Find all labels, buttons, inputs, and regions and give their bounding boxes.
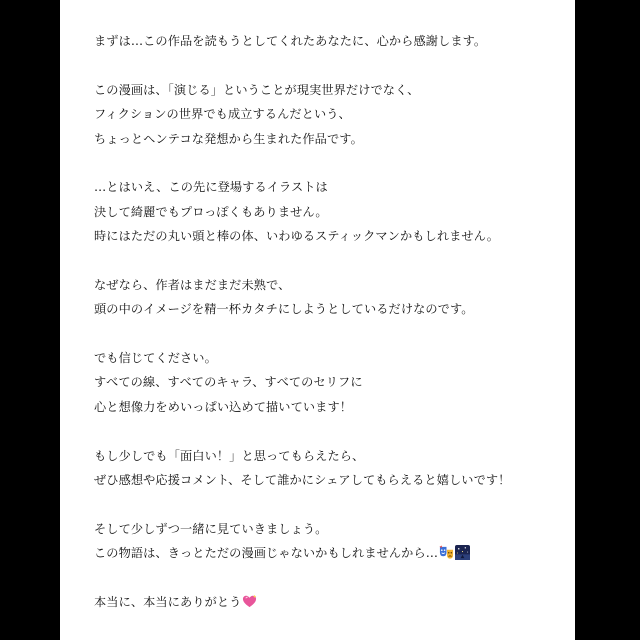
paragraph-gap	[94, 151, 569, 175]
letter-body	[94, 29, 569, 614]
letter-line-text: 本当に、本当にありがとう	[94, 594, 242, 609]
paragraph-gap	[94, 53, 569, 77]
letter-line: でも信じてください。	[94, 351, 217, 366]
letter-line: もし少しでも「面白い！」と思ってもらえたら、	[94, 448, 365, 463]
letter-line: フィクションの世界でも成立するんだという、	[94, 107, 351, 122]
letter-line	[94, 590, 569, 614]
letter-line: 心と想像力をめいっぱい込めて描いています！	[94, 399, 353, 414]
paragraph-gap	[94, 492, 569, 516]
sparkling-heart-icon	[242, 593, 257, 617]
paragraph-gap	[94, 249, 569, 273]
paragraph-gap	[94, 419, 569, 443]
letter-page	[60, 0, 575, 640]
night-sky-icon	[455, 544, 470, 568]
letter-line: この漫画は、「演じる」ということが現実世界だけでなく、	[94, 82, 420, 97]
letter-line-text: そして少しずつ一緒に見ていきましょう。	[94, 521, 328, 536]
letter-line: 決して綺麗でもプロっぽくもありません。	[94, 204, 328, 219]
letter-line	[94, 541, 569, 565]
paragraph-gap	[94, 566, 569, 590]
letter-line	[94, 517, 569, 541]
letter-line: すべての線、すべてのキャラ、すべてのセリフに	[94, 375, 363, 390]
paragraph-gap	[94, 322, 569, 346]
letter-line: ぜひ感想や応援コメント、そして誰かにシェアしてもらえると嬉しいです！	[94, 473, 511, 488]
theater-masks-icon	[439, 544, 454, 568]
letter-line: 時にはただの丸い頭と棒の体、いわゆるスティックマンかもしれません。	[94, 229, 499, 244]
letter-line: なぜなら、作者はまだまだ未熟で、	[94, 277, 291, 292]
letter-line: ちょっとヘンテコな発想から生まれた作品です。	[94, 131, 363, 146]
letter-line: まずは…この作品を読もうとしてくれたあなたに、心から感謝します。	[94, 34, 487, 48]
letter-line: 頭の中のイメージを精一杯カタチにしようとしているだけなのです。	[94, 302, 474, 317]
letter-line: …とはいえ、この先に登場するイラストは	[94, 180, 328, 195]
letter-line-text: この物語は、きっとただの漫画じゃないかもしれませんから…	[94, 546, 439, 561]
